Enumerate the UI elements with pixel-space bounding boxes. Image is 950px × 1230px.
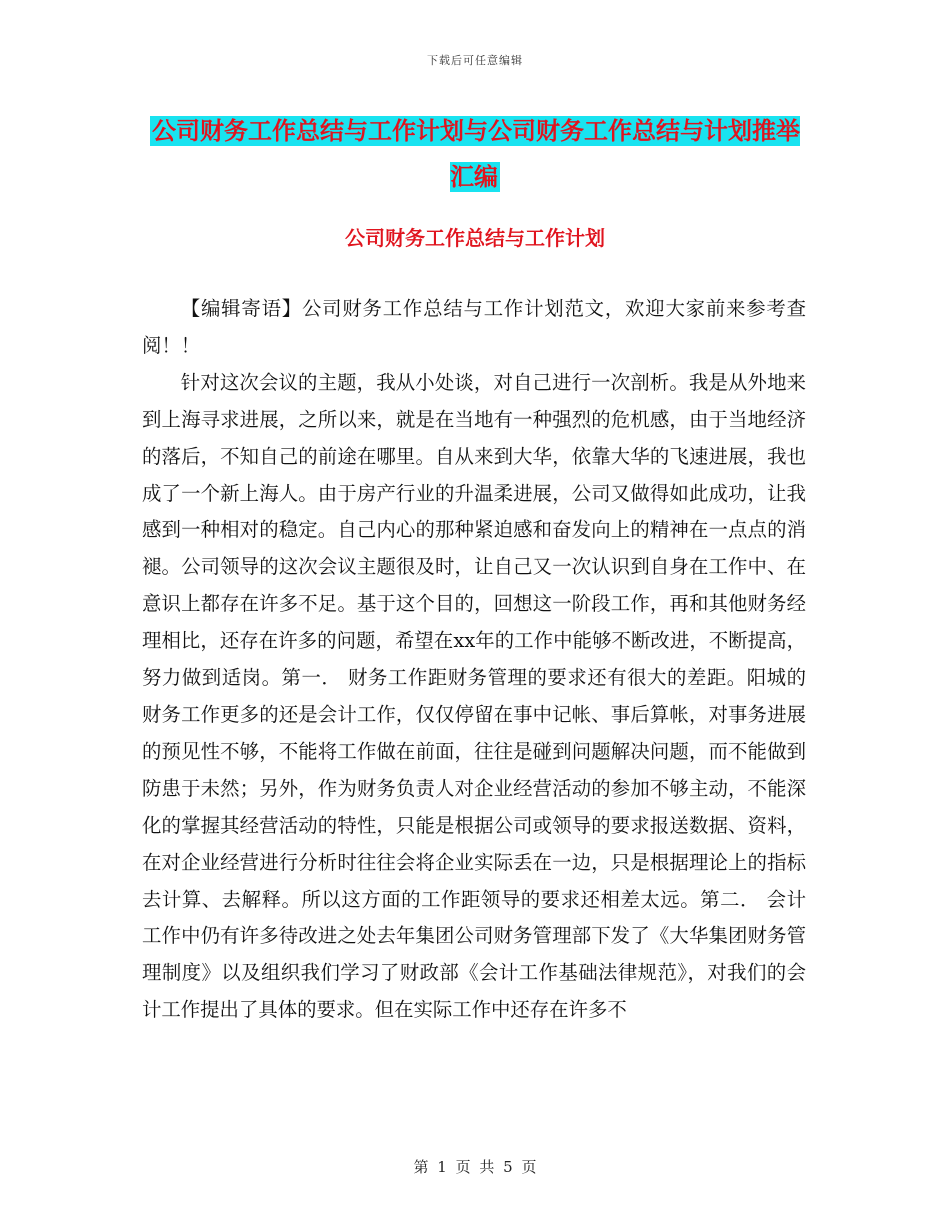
editor-note-paragraph: 【编辑寄语】公司财务工作总结与工作计划范文，欢迎大家前来参考查阅！！ bbox=[142, 297, 806, 357]
body-paragraph: 针对这次会议的主题，我从小处谈，对自己进行一次剖析。我是从外地来到上海寻求进展，之所以来，就是在当地有一种强烈的危机感，由于当地经济的落后，不知自己的前途在哪里。自从来到大华，依靠大华的飞速进展，我也成了一个新上海人。由于房产行业的升温柔进展，公司又做得如此成功，让我感到一种相对的稳定。自己内心的那种紧迫感和奋发向上的精神在一点点的消褪。公司领导的这次会议主题很及时，让自己又一次认识到自身在工作中、在意识上都存在许多不足。基于这个目的，回想这一阶段工作，再和其他财务经理相比，还存在许多的问题，希望在xx年的工作中能够不断改进，不断提高，努力做到适岗。第一． 财务工作距财务管理的要求还有很大的差距。阳城的财务工作更多的还是会计工作，仅仅停留在事中记帐、事后算帐，对事务进展的预见性不够，不能将工作做在前面，往往是碰到问题解决问题，而不能做到防患于未然；另外，作为财务负责人对企业经营活动的参加不够主动，不能深化的掌握其经营活动的特性，只能是根据公司或领导的要求报送数据、资料，在对企业经营进行分析时往往会将企业实际丢在一边，只是根据理论上的指标去计算、去解释。所以这方面的工作距领导的要求还相差太远。第二． 会计工作中仍有许多待改进之处去年集团公司财务管理部下发了《大华集团财务管理制度》以及组织我们学习了财政部《会计工作基础法律规范》，对我们的会计工作提出了具体的要求。但在实际工作中还存在许多不 bbox=[142, 370, 806, 1022]
header-note: 下载后可任意编辑 bbox=[427, 54, 523, 67]
page-number-footer: 第 1 页 共 5 页 bbox=[413, 1158, 537, 1176]
main-title-text: 公司财务工作总结与工作计划与公司财务工作总结与计划推举汇编 bbox=[152, 117, 800, 191]
document-main-title bbox=[140, 108, 810, 200]
document-body bbox=[142, 291, 806, 1029]
document-sub-title: 公司财务工作总结与工作计划 bbox=[345, 226, 605, 250]
